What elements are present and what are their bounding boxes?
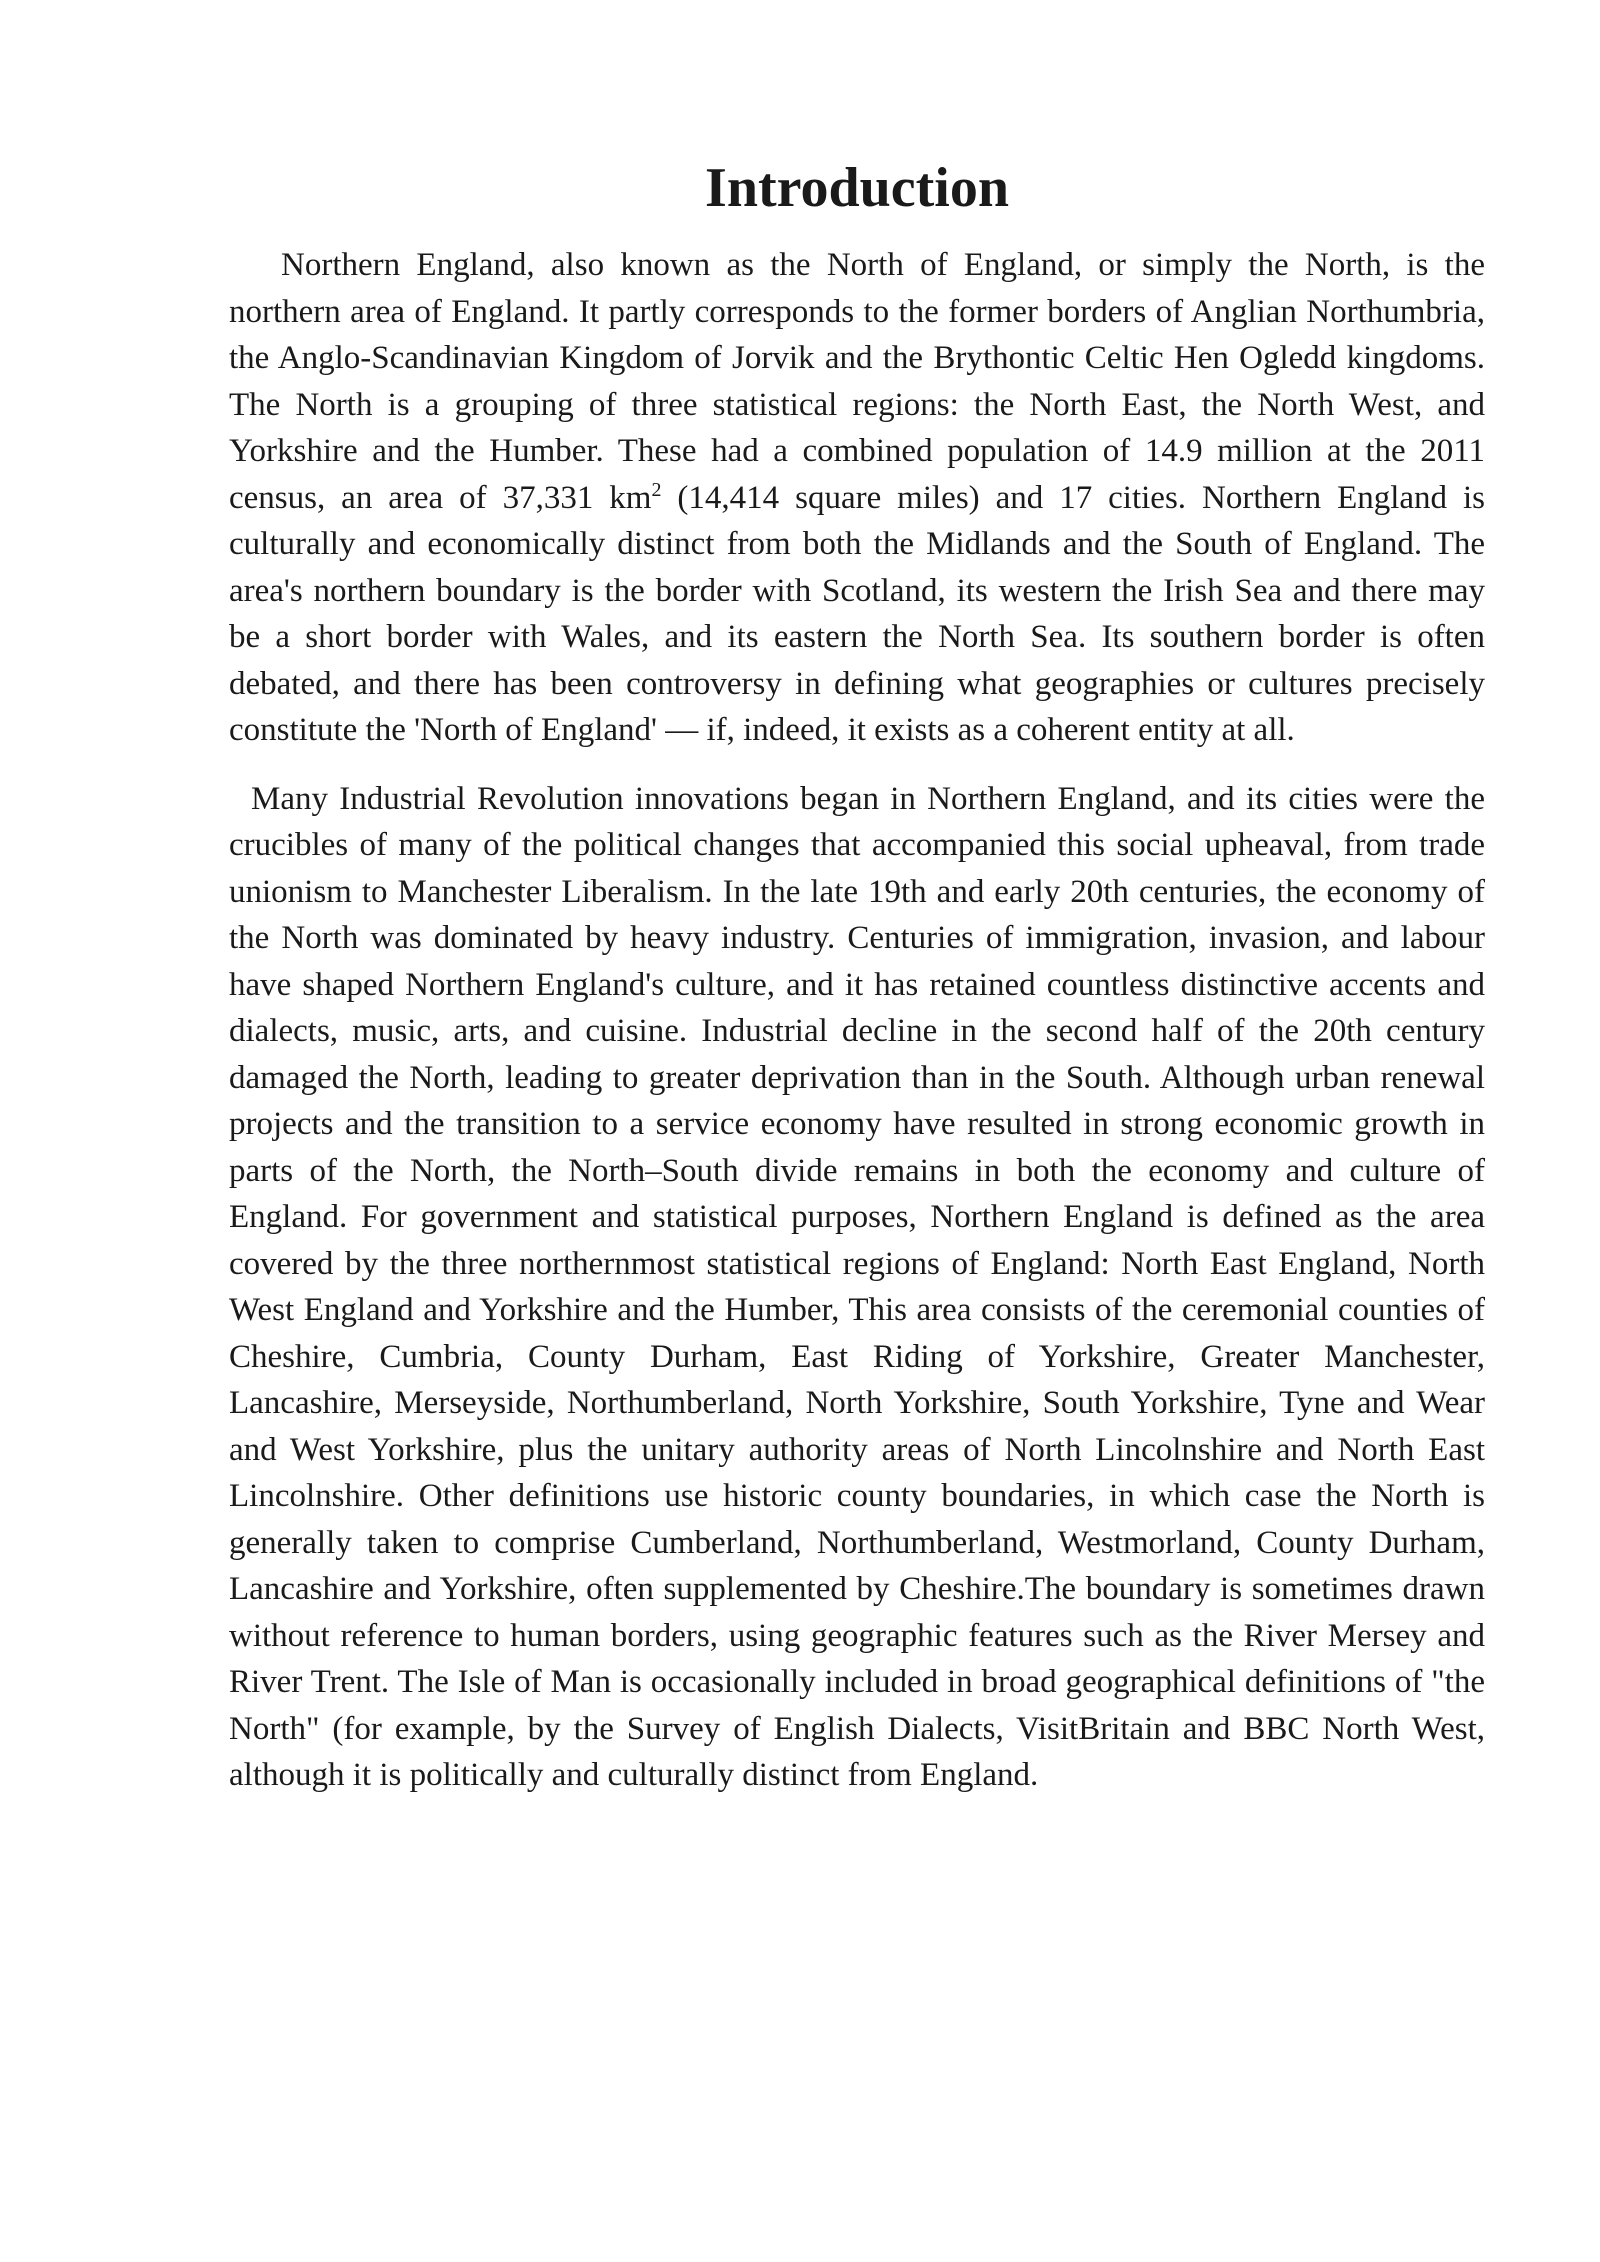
intro-paragraph-1 bbox=[229, 242, 1485, 754]
paragraph-1-text-part-2: (14,414 square miles) and 17 cities. Northern England is culturally and economically distinct from both the Midlands and the South of England. The area's northern boundary is the border with Scotland, its western the Irish Sea and there may be a short border with Wales, and its eastern the North Sea. Its southern border is often debated, and there has been controversy in defining what geographies or cultures precisely constitute the 'North of England' — if, indeed, it exists as a coherent entity at all. bbox=[229, 479, 1486, 748]
page-title: Introduction bbox=[705, 157, 1009, 219]
intro-paragraph-2: Many Industrial Revolution innovations began in Northern England, and its cities were the crucibles of many of the political changes that accompanied this social upheaval, from trade unionism to Manchester Liberalism. In the late 19th and early 20th centuries, the economy of the North was dominated by heavy industry. Centuries of immigration, invasion, and labour have shaped Northern England's culture, and it has retained countless distinctive accents and dialects, music, arts, and cuisine. Industrial decline in the second half of the 20th century damaged the North, leading to greater deprivation than in the South. Although urban renewal projects and the transition to a service economy have resulted in strong economic growth in parts of the North, the North–South divide remains in both the economy and culture of England. For government and statistical purposes, Northern England is defined as the area covered by the three northernmost statistical regions of England: North East England, North West England and Yorkshire and the Humber, This area consists of the ceremonial counties of Cheshire, Cumbria, County Durham, East Riding of Yorkshire, Greater Manchester, Lancashire, Merseyside, Northumberland, North Yorkshire, South Yorkshire, Tyne and Wear and West Yorkshire, plus the unitary authority areas of North Lincolnshire and North East Lincolnshire. Other definitions use historic county boundaries, in which case the North is generally taken to comprise Cumberland, Northumberland, Westmorland, County Durham, Lancashire and Yorkshire, often supplemented by Cheshire.The boundary is sometimes drawn without reference to human borders, using geographic features such as the River Mersey and River Trent. The Isle of Man is occasionally included in broad geographical definitions of "the North" (for example, by the Survey of English Dialects, VisitBritain and BBC North West, although it is politically and culturally distinct from England. bbox=[229, 780, 1485, 1793]
superscript-squared: 2 bbox=[651, 478, 662, 501]
paragraph-1-text-part-1: Northern England, also known as the North of England, or simply the North, is the northern area of England. It partly corresponds to the former borders of Anglian Northumbria, the Anglo-Scandinavian Kingdom of Jorvik and the Brythontic Celtic Hen Ogledd kingdoms. The North is a grouping of three statistical regions: the North East, the North West, and Yorkshire and the Humber. These had a combined population of 14.9 million at the 2011 census, an area of 37,331 km bbox=[229, 247, 1485, 516]
document-page bbox=[229, 150, 1485, 1799]
